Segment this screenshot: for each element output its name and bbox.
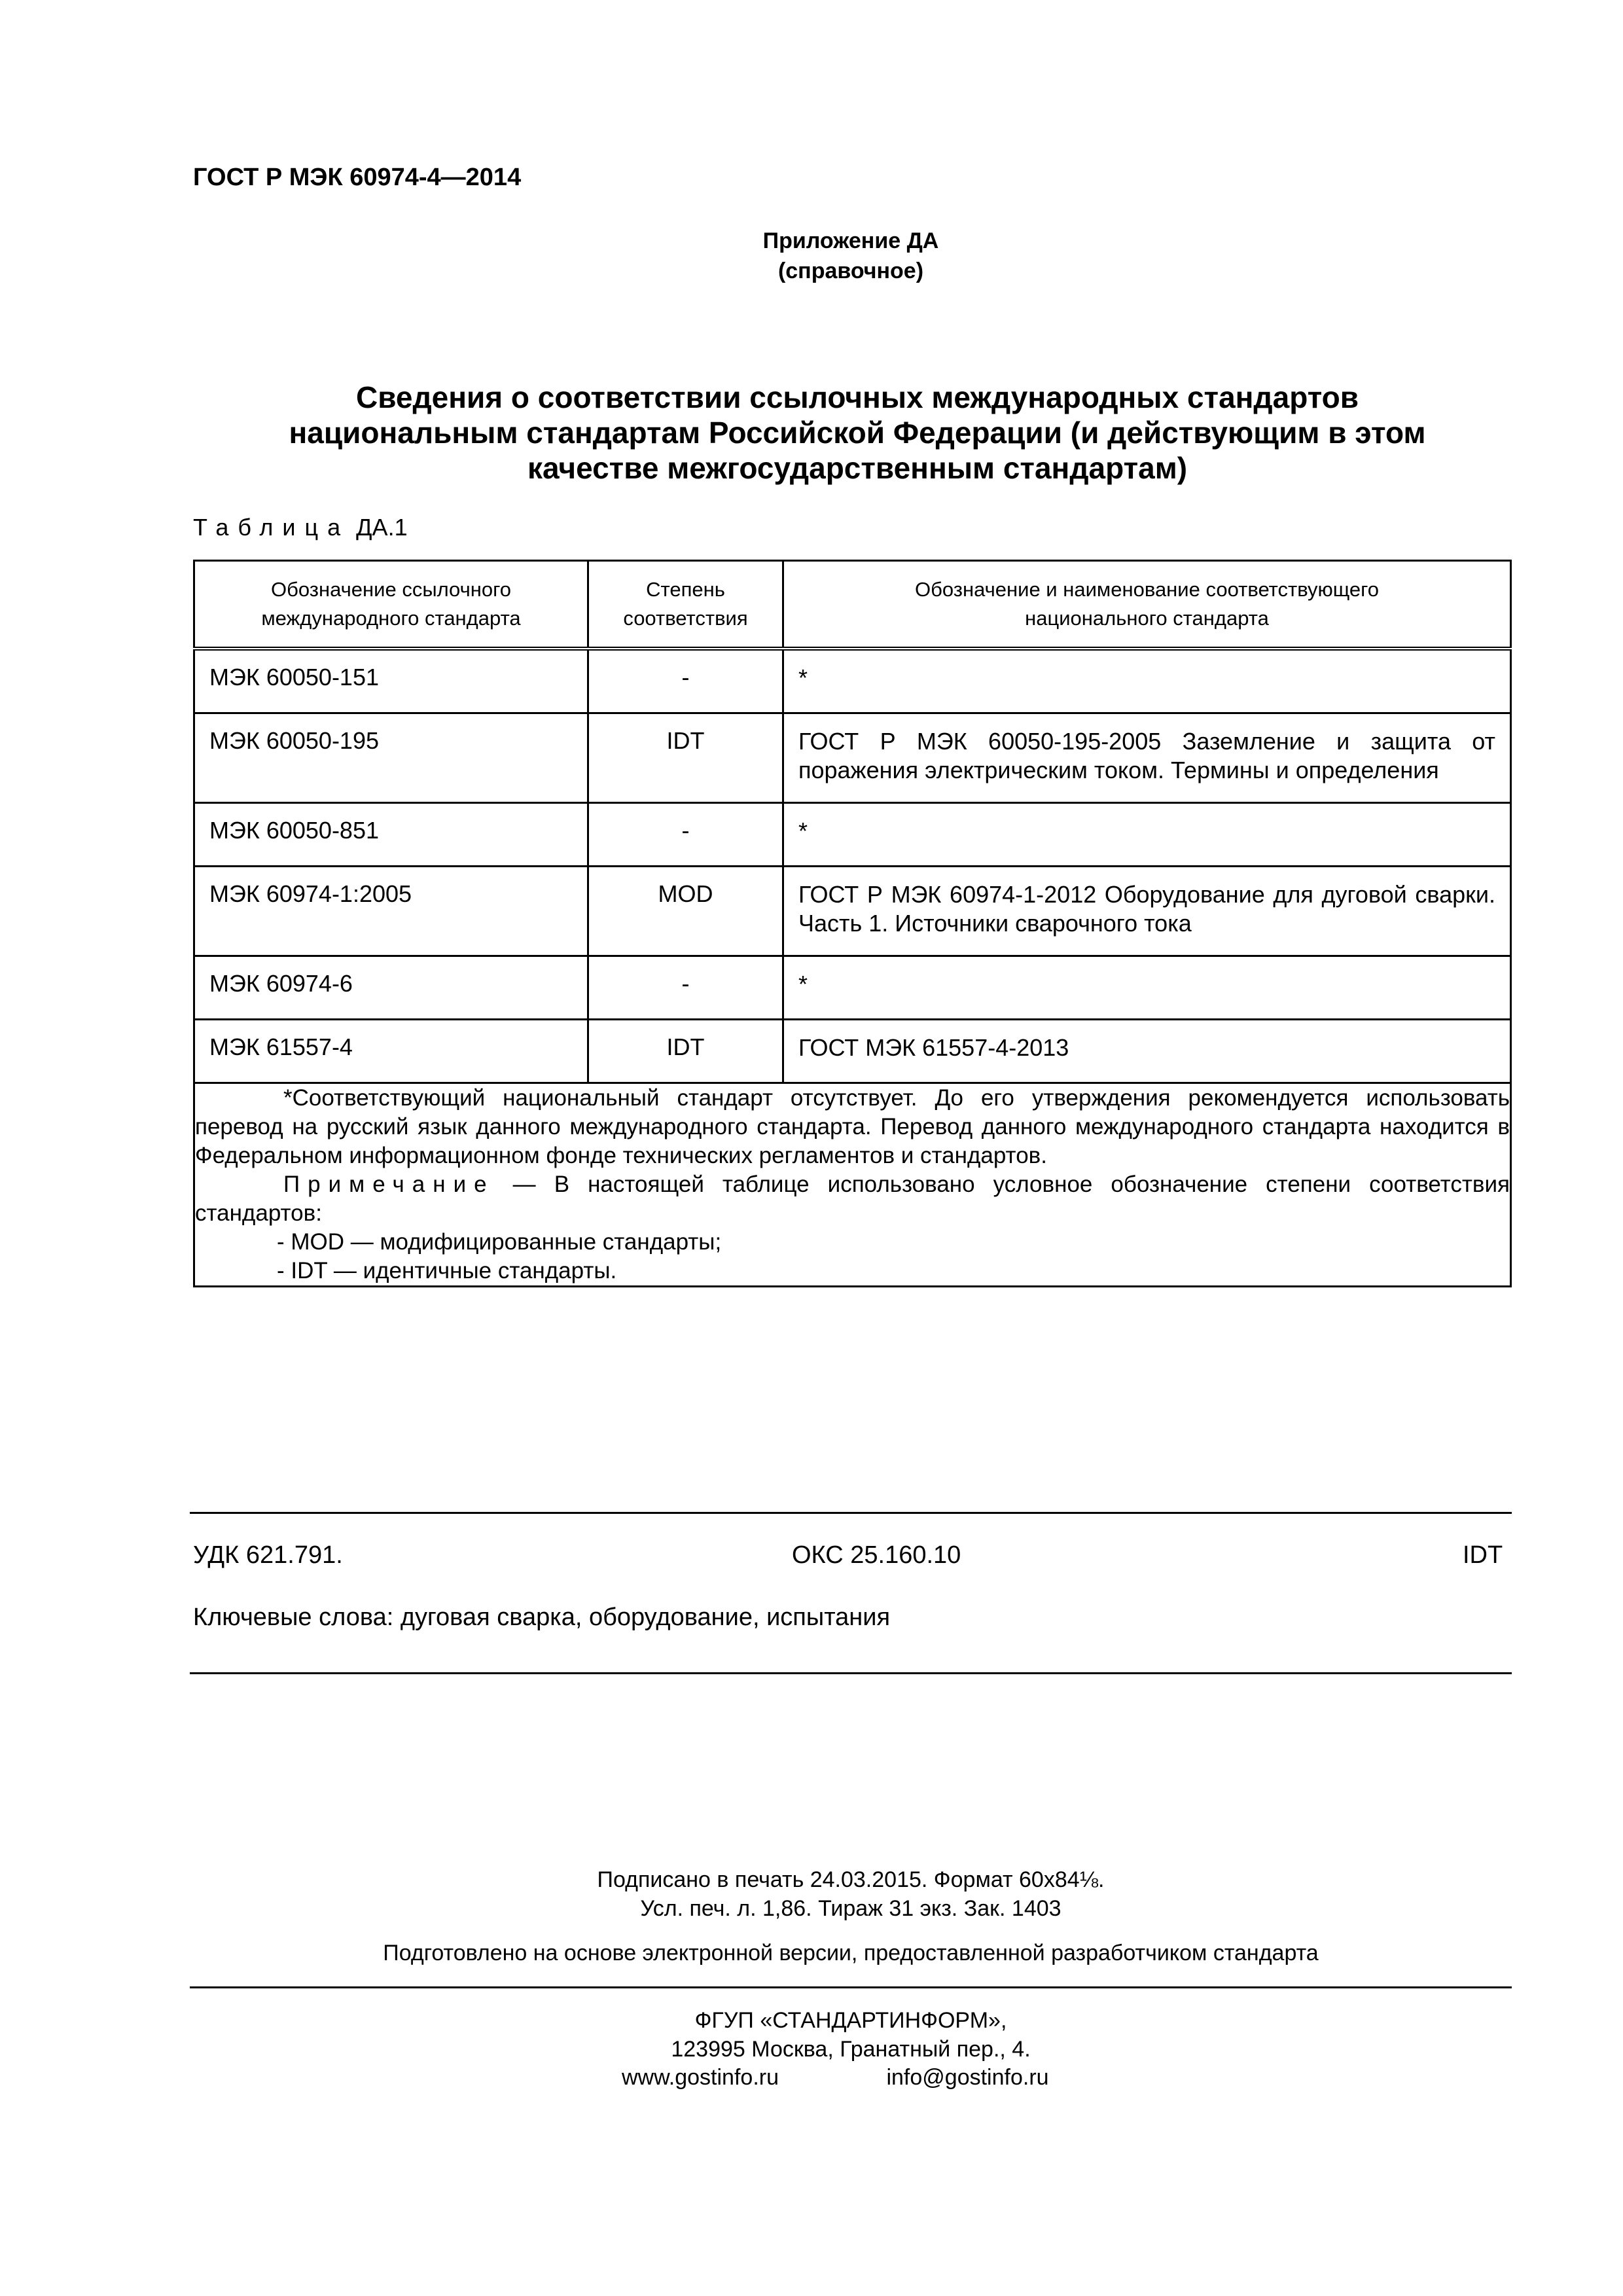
annex-type: (справочное) [777,259,924,283]
publisher-contacts [622,2065,1049,2090]
header-national-standard [783,561,1511,649]
cell-reference: МЭК 60974-6 [194,956,588,1020]
table-notes-row [194,1083,1511,1287]
cell-reference: МЭК 60974-1:2005 [194,867,588,956]
header-degree [588,561,783,649]
cell-national: ГОСТ Р МЭК 60974-1-2012 Оборудование для дуговой сварки. Часть 1. Источники сварочного тока [783,867,1511,956]
cell-reference: МЭК 60050-851 [194,803,588,867]
cell-degree: - [588,803,783,867]
title-line-3: качестве межгосударственным стандартам) [527,451,1188,485]
degree-code: IDT [1463,1541,1503,1569]
note-paragraph [195,1170,1510,1228]
annex-title: Приложение ДА [762,228,939,253]
header-text: Степень [646,578,725,601]
cell-national: * [783,956,1511,1020]
table-row [194,956,1511,1020]
header-reference-standard [194,561,588,649]
header-text: соответствия [623,607,748,630]
table-notes [194,1083,1511,1287]
note-label: Примечание [283,1172,495,1197]
title-line-2: национальным стандартам Российской Федерации (и действующим в этом [289,416,1426,450]
header-text: национального стандарта [1025,607,1269,630]
imprint-line-2: Усл. печ. л. 1,86. Тираж 31 экз. Зак. 1403 [640,1896,1061,1921]
cell-degree: IDT [588,713,783,803]
divider-line [190,1672,1512,1674]
table-row [194,867,1511,956]
note-item-mod: - MOD — модифицированные стандарты; [277,1229,722,1255]
table-row [194,649,1511,713]
note-item-idt: - IDT — идентичные стандарты. [277,1258,617,1283]
note-text: — В настоящей таблице использовано условное обозначение степени соответствия стандартов: [195,1172,1510,1226]
divider-line [190,1986,1512,1988]
table-header-row [194,561,1511,649]
annex-heading [0,226,1623,286]
header-text: Обозначение ссылочного [271,578,511,601]
header-text: международного стандарта [261,607,521,630]
cell-reference: МЭК 60050-151 [194,649,588,713]
prepared-note: Подготовлено на основе электронной версии, предоставленной разработчиком стандарта [383,1941,1319,1965]
table-row [194,1020,1511,1083]
correspondence-table [193,560,1512,1287]
document-code: ГОСТ Р МЭК 60974-4—2014 [193,164,522,191]
oks-code: ОКС 25.160.10 [792,1541,961,1569]
cell-national: ГОСТ МЭК 61557-4-2013 [783,1020,1511,1083]
publisher-name: ФГУП «СТАНДАРТИНФОРМ», [694,2008,1007,2033]
cell-national: * [783,649,1511,713]
cell-degree: MOD [588,867,783,956]
imprint-line-1: Подписано в печать 24.03.2015. Формат 60x84⅛. [597,1867,1105,1892]
publisher-block [0,2006,1623,2064]
cell-degree: - [588,956,783,1020]
cell-degree: IDT [588,1020,783,1083]
email-link[interactable]: info@gostinfo.ru [886,2065,1049,2090]
cell-national: * [783,803,1511,867]
publisher-address: 123995 Москва, Гранатный пер., 4. [671,2037,1031,2062]
footnote-text: *Соответствующий национальный стандарт отсутствует. До его утверждения рекомендуется использовать перевод на русский язык данного международного стандарта. Перевод данного международного стандарта находится в Федеральном информационном фонде технических регламентов и стандартов. [195,1085,1510,1168]
udk-code: УДК 621.791. [193,1541,343,1569]
divider-line [190,1512,1512,1514]
table-label [193,514,408,541]
table-row [194,803,1511,867]
title-line-1: Сведения о соответствии ссылочных международных стандартов [355,380,1359,414]
section-title [170,380,1544,486]
imprint [0,1865,1623,1923]
keywords: Ключевые слова: дуговая сварка, оборудование, испытания [193,1604,891,1631]
table-row [194,713,1511,803]
website-link[interactable]: www.gostinfo.ru [622,2065,779,2090]
cell-reference: МЭК 60050-195 [194,713,588,803]
cell-reference: МЭК 61557-4 [194,1020,588,1083]
header-text: Обозначение и наименование соответствующего [914,578,1380,601]
cell-national: ГОСТ Р МЭК 60050-195-2005 Заземление и защита от поражения электрическим током. Термины и определения [783,713,1511,803]
cell-degree: - [588,649,783,713]
table-label-prefix: Таблица [193,514,350,541]
table-label-number: ДА.1 [356,514,408,541]
